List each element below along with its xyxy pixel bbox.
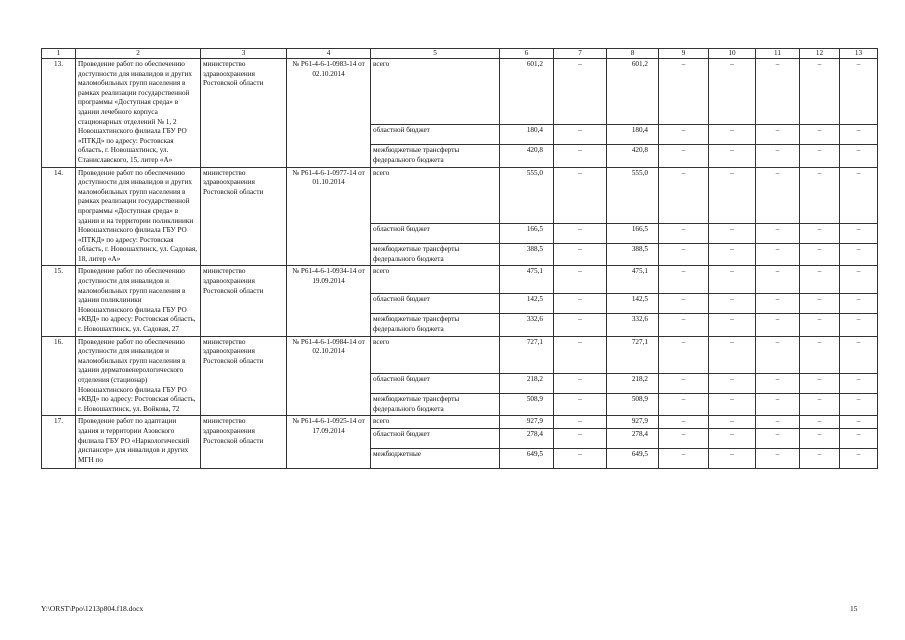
- amount-cell: –: [709, 59, 756, 125]
- row-number-cell: 13.: [42, 59, 76, 168]
- column-header: 3: [201, 49, 287, 59]
- funding-source-cell: всего: [371, 336, 500, 374]
- amount-cell: 601,2: [607, 59, 659, 125]
- amount-cell: 166,5: [500, 224, 554, 244]
- amount-cell: –: [554, 224, 607, 244]
- amount-cell: –: [709, 294, 756, 314]
- amount-cell: –: [659, 314, 709, 336]
- funding-source-cell: межбюджетные: [371, 448, 500, 468]
- amount-cell: –: [756, 294, 800, 314]
- amount-cell: –: [800, 266, 840, 294]
- amount-cell: –: [840, 416, 878, 429]
- amount-cell: –: [800, 428, 840, 448]
- amount-cell: 388,5: [607, 244, 659, 266]
- table-row: [42, 266, 878, 294]
- funding-source-cell: всего: [371, 416, 500, 429]
- amount-cell: 332,6: [607, 314, 659, 336]
- amount-cell: –: [709, 416, 756, 429]
- column-header: 7: [554, 49, 607, 59]
- amount-cell: –: [709, 428, 756, 448]
- amount-cell: –: [659, 336, 709, 374]
- funding-source-cell: межбюджетные трансферты федерального бюджета: [371, 394, 500, 416]
- organization-cell: министерство здравоохранения Ростовской области: [201, 266, 287, 336]
- document-number-cell: № Р61-4-6-1-0925-14 от 17.09.2014: [287, 416, 371, 469]
- column-header: 10: [709, 49, 756, 59]
- amount-cell: –: [800, 224, 840, 244]
- organization-cell: министерство здравоохранения Ростовской области: [201, 416, 287, 469]
- column-header: 9: [659, 49, 709, 59]
- amount-cell: –: [840, 125, 878, 145]
- funding-source-cell: областной бюджет: [371, 224, 500, 244]
- amount-cell: –: [709, 224, 756, 244]
- amount-cell: 218,2: [607, 374, 659, 394]
- amount-cell: –: [800, 336, 840, 374]
- amount-cell: –: [800, 448, 840, 468]
- amount-cell: –: [756, 167, 800, 224]
- document-number-cell: № Р61-4-6-1-0934-14 от 19.09.2014: [287, 266, 371, 336]
- amount-cell: –: [709, 244, 756, 266]
- amount-cell: –: [709, 394, 756, 416]
- amount-cell: –: [709, 448, 756, 468]
- column-number-header: [42, 49, 878, 59]
- table-row: [42, 416, 878, 429]
- column-header: 4: [287, 49, 371, 59]
- budget-table: [41, 48, 878, 469]
- amount-cell: –: [659, 59, 709, 125]
- amount-cell: 555,0: [500, 167, 554, 224]
- amount-cell: –: [554, 336, 607, 374]
- funding-source-cell: всего: [371, 266, 500, 294]
- table-row: [42, 336, 878, 374]
- amount-cell: –: [800, 394, 840, 416]
- amount-cell: 727,1: [500, 336, 554, 374]
- amount-cell: 420,8: [607, 145, 659, 167]
- column-header: 12: [800, 49, 840, 59]
- amount-cell: 508,9: [500, 394, 554, 416]
- organization-cell: министерство здравоохранения Ростовской области: [201, 336, 287, 416]
- table-row: [42, 167, 878, 224]
- row-number-cell: 14.: [42, 167, 76, 266]
- amount-cell: –: [659, 374, 709, 394]
- amount-cell: –: [709, 374, 756, 394]
- amount-cell: –: [709, 125, 756, 145]
- row-number-cell: 16.: [42, 336, 76, 416]
- funding-source-cell: межбюджетные трансферты федерального бюджета: [371, 145, 500, 167]
- funding-source-cell: областной бюджет: [371, 374, 500, 394]
- amount-cell: –: [709, 336, 756, 374]
- column-header: 1: [42, 49, 76, 59]
- amount-cell: –: [709, 145, 756, 167]
- column-header: 6: [500, 49, 554, 59]
- amount-cell: 388,5: [500, 244, 554, 266]
- amount-cell: –: [756, 416, 800, 429]
- amount-cell: –: [800, 125, 840, 145]
- funding-source-cell: межбюджетные трансферты федерального бюджета: [371, 244, 500, 266]
- amount-cell: –: [756, 314, 800, 336]
- amount-cell: –: [709, 314, 756, 336]
- amount-cell: 649,5: [607, 448, 659, 468]
- amount-cell: –: [840, 336, 878, 374]
- column-header: 5: [371, 49, 500, 59]
- amount-cell: –: [840, 167, 878, 224]
- amount-cell: –: [554, 448, 607, 468]
- organization-cell: министерство здравоохранения Ростовской области: [201, 167, 287, 266]
- amount-cell: 332,6: [500, 314, 554, 336]
- amount-cell: –: [840, 266, 878, 294]
- amount-cell: –: [800, 59, 840, 125]
- amount-cell: 278,4: [500, 428, 554, 448]
- funding-source-cell: областной бюджет: [371, 125, 500, 145]
- amount-cell: –: [554, 394, 607, 416]
- amount-cell: –: [554, 428, 607, 448]
- amount-cell: –: [800, 145, 840, 167]
- amount-cell: –: [800, 167, 840, 224]
- amount-cell: 166,5: [607, 224, 659, 244]
- amount-cell: –: [756, 266, 800, 294]
- amount-cell: –: [756, 448, 800, 468]
- amount-cell: 927,9: [500, 416, 554, 429]
- funding-source-cell: всего: [371, 59, 500, 125]
- amount-cell: 555,0: [607, 167, 659, 224]
- amount-cell: –: [554, 167, 607, 224]
- row-number-cell: 17.: [42, 416, 76, 469]
- amount-cell: –: [756, 224, 800, 244]
- table-row: [42, 59, 878, 125]
- document-number-cell: № Р61-4-6-1-0983-14 от 02.10.2014: [287, 59, 371, 168]
- amount-cell: –: [800, 244, 840, 266]
- amount-cell: 649,5: [500, 448, 554, 468]
- amount-cell: 927,9: [607, 416, 659, 429]
- amount-cell: 218,2: [500, 374, 554, 394]
- amount-cell: –: [709, 167, 756, 224]
- page-number: 15: [850, 604, 858, 613]
- amount-cell: –: [659, 167, 709, 224]
- amount-cell: –: [800, 314, 840, 336]
- work-description-cell: Проведение работ по обеспечению доступности для инвалидов и других маломобильных групп населения в рамках реализации государственной программы «Доступная среда» в здании и на территории поликлиники Новошахтинского филиала ГБУ РО «ПТКД» по адресу: Ростовская область, г. Новошахтинск, ул. Садовая, 18, литер «А»: [76, 167, 201, 266]
- amount-cell: –: [554, 294, 607, 314]
- amount-cell: 475,1: [607, 266, 659, 294]
- amount-cell: –: [554, 314, 607, 336]
- amount-cell: –: [756, 336, 800, 374]
- amount-cell: –: [840, 145, 878, 167]
- amount-cell: –: [659, 244, 709, 266]
- amount-cell: 601,2: [500, 59, 554, 125]
- amount-cell: –: [659, 224, 709, 244]
- amount-cell: –: [840, 314, 878, 336]
- work-description-cell: Проведение работ по обеспечению доступности для инвалидов и маломобильных групп населения в здании дерматовенерологического отделения (стационар) Новошахтинского филиала ГБУ РО «КВД» по адресу: Ростовская область, г. Новошахтинск, ул. Войкова, 72: [76, 336, 201, 416]
- amount-cell: 420,8: [500, 145, 554, 167]
- amount-cell: –: [659, 294, 709, 314]
- column-header: 11: [756, 49, 800, 59]
- amount-cell: –: [659, 394, 709, 416]
- amount-cell: –: [554, 416, 607, 429]
- amount-cell: –: [554, 145, 607, 167]
- amount-cell: –: [756, 125, 800, 145]
- amount-cell: 142,5: [500, 294, 554, 314]
- amount-cell: –: [800, 294, 840, 314]
- amount-cell: –: [659, 266, 709, 294]
- work-description-cell: Проведение работ по адаптации здания и территории Азовского филиала ГБУ РО «Наркологический диспансер» для инвалидов и других МГН по: [76, 416, 201, 469]
- document-path: Y:\ORST\Ppo\1213p804.f18.docx: [41, 604, 144, 613]
- amount-cell: –: [659, 448, 709, 468]
- organization-cell: министерство здравоохранения Ростовской области: [201, 59, 287, 168]
- amount-cell: –: [840, 374, 878, 394]
- amount-cell: 142,5: [607, 294, 659, 314]
- amount-cell: –: [659, 145, 709, 167]
- amount-cell: –: [840, 394, 878, 416]
- amount-cell: 727,1: [607, 336, 659, 374]
- amount-cell: –: [840, 59, 878, 125]
- funding-source-cell: областной бюджет: [371, 294, 500, 314]
- amount-cell: 278,4: [607, 428, 659, 448]
- amount-cell: –: [554, 374, 607, 394]
- amount-cell: –: [554, 244, 607, 266]
- amount-cell: –: [709, 266, 756, 294]
- amount-cell: –: [840, 224, 878, 244]
- amount-cell: 508,9: [607, 394, 659, 416]
- amount-cell: –: [756, 244, 800, 266]
- amount-cell: –: [554, 266, 607, 294]
- amount-cell: –: [554, 59, 607, 125]
- amount-cell: –: [800, 374, 840, 394]
- column-header: 13: [840, 49, 878, 59]
- row-number-cell: 15.: [42, 266, 76, 336]
- column-header: 2: [76, 49, 201, 59]
- amount-cell: –: [659, 428, 709, 448]
- amount-cell: –: [756, 394, 800, 416]
- amount-cell: –: [659, 416, 709, 429]
- work-description-cell: Проведение работ по обеспечению доступности для инвалидов и других маломобильных групп населения в рамках реализации государственной программы «Доступная среда» в здании лечебного корпуса стационарных отделений № 1, 2 Новошахтинского филиала ГБУ РО «ПТКД» по адресу: Ростовская область, г. Новошахтинск, ул. Станиславского, 15, литер «А»: [76, 59, 201, 168]
- amount-cell: 180,4: [500, 125, 554, 145]
- column-header: 8: [607, 49, 659, 59]
- amount-cell: –: [840, 428, 878, 448]
- document-number-cell: № Р61-4-6-1-0984-14 от 02.10.2014: [287, 336, 371, 416]
- amount-cell: –: [840, 448, 878, 468]
- amount-cell: –: [756, 374, 800, 394]
- amount-cell: –: [840, 294, 878, 314]
- amount-cell: 180,4: [607, 125, 659, 145]
- amount-cell: –: [756, 428, 800, 448]
- funding-source-cell: межбюджетные трансферты федерального бюджета: [371, 314, 500, 336]
- amount-cell: 475,1: [500, 266, 554, 294]
- amount-cell: –: [756, 145, 800, 167]
- funding-source-cell: областной бюджет: [371, 428, 500, 448]
- document-number-cell: № Р61-4-6-1-0977-14 от 01.10.2014: [287, 167, 371, 266]
- amount-cell: –: [659, 125, 709, 145]
- amount-cell: –: [800, 416, 840, 429]
- amount-cell: –: [554, 125, 607, 145]
- amount-cell: –: [756, 59, 800, 125]
- work-description-cell: Проведение работ по обеспечению доступности для инвалидов и маломобильных групп населения в здании поликлиники Новошахтинского филиала ГБУ РО «КВД» по адресу: Ростовская область, г. Новошахтинск, ул. Садовая, 27: [76, 266, 201, 336]
- funding-source-cell: всего: [371, 167, 500, 224]
- amount-cell: –: [840, 244, 878, 266]
